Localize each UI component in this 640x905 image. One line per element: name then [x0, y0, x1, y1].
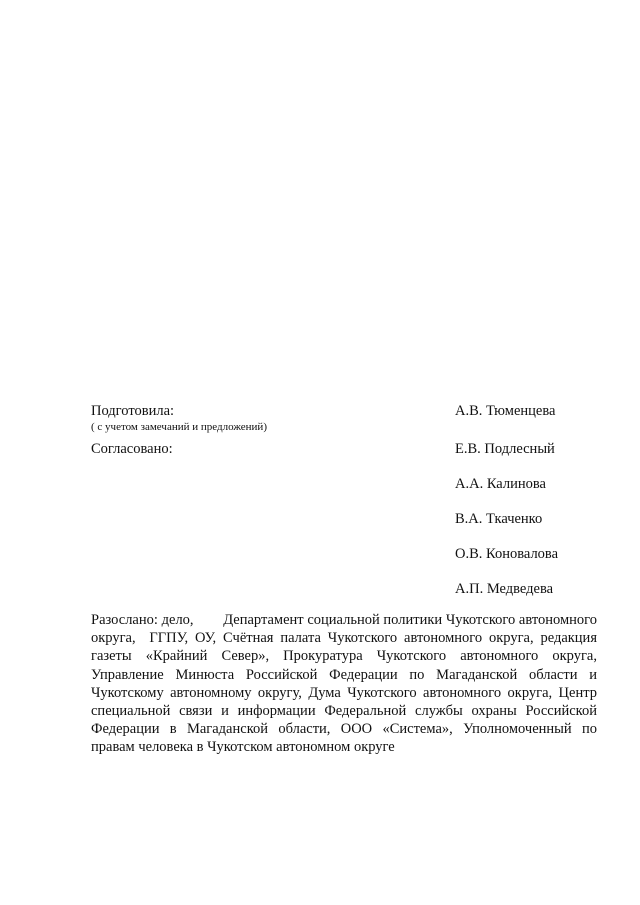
- agreed-row: [91, 580, 597, 615]
- prepared-name: А.В. Тюменцева: [455, 403, 556, 419]
- agreed-label: Согласовано:: [91, 441, 173, 457]
- prepared-label: Подготовила:: [91, 403, 175, 419]
- agreed-row: [91, 475, 597, 510]
- distribution-list: [91, 611, 601, 757]
- distribution-label: Разослано:: [91, 612, 158, 628]
- prepared-note: ( с учетом замечаний и предложений): [91, 421, 267, 433]
- signature-block: [91, 402, 597, 615]
- distribution-text: дело, Департамент социальной политики Чукотского автономного округа, ГГПУ, ОУ, Счётная палата Чукотского автономного округа, редакция газеты «Крайний Север», Прокуратура Чукотского автономного округа, Управление Минюста Российской Федерации по Магаданской области и Чукотскому автономному округу, Дума Чукотского автономного округа, Центр специальной связи и информации Федеральной службы охраны Российской Федерации в Магаданской области, ООО «Система», Уполномоченный по правам человека в Чукотском автономном округе: [91, 612, 601, 756]
- prepared-row: [91, 402, 597, 440]
- agreed-row: [91, 510, 597, 545]
- agreed-row: [91, 440, 597, 475]
- agreed-name: Е.В. Подлесный: [455, 441, 555, 457]
- agreed-name: В.А. Ткаченко: [455, 511, 543, 527]
- agreed-row: [91, 545, 597, 580]
- agreed-name: А.П. Медведева: [455, 581, 554, 597]
- agreed-name: О.В. Коновалова: [455, 546, 559, 562]
- agreed-name: А.А. Калинова: [455, 476, 546, 492]
